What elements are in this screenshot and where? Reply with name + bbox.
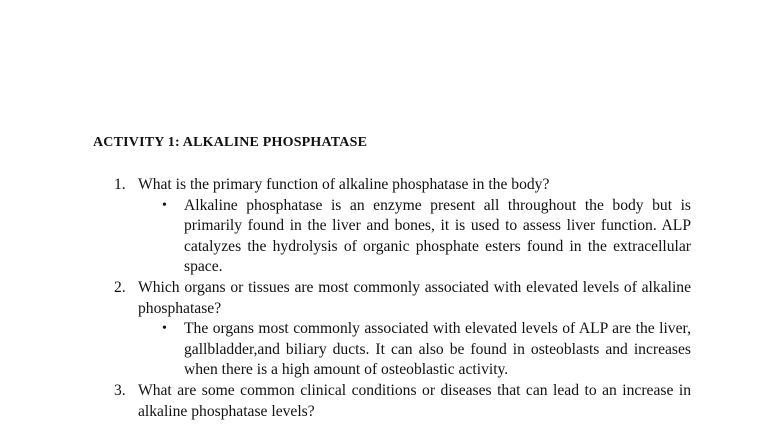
- answer-text: Alkaline phosphatase is an enzyme present all throughout the body but is primarily found in the liver and bones, it is used to assess liver function. ALP catalyzes the hydrolysis of organic phosphate esters found in the extracellular space.: [184, 196, 691, 276]
- question-number: 2.: [114, 278, 126, 296]
- question-item-3: [114, 381, 691, 422]
- question-text: Which organs or tissues are most commonly associated with elevated levels of alkaline phosphatase?: [138, 278, 691, 317]
- answer-item: [138, 196, 691, 278]
- bullet-icon: •: [162, 321, 167, 337]
- activity-heading: ACTIVITY 1: ALKALINE PHOSPHATASE: [93, 135, 368, 150]
- question-number: 1.: [114, 176, 126, 193]
- answer-list: [138, 319, 691, 381]
- question-text: What are some common clinical conditions or diseases that can lead to an increase in alkaline phosphatase levels?: [138, 381, 691, 420]
- question-list: [114, 175, 691, 422]
- answer-item: [138, 319, 691, 381]
- question-item-2: [114, 278, 691, 381]
- question-number: 3.: [114, 381, 126, 399]
- bullet-icon: •: [162, 197, 167, 213]
- answer-list: [138, 196, 691, 278]
- question-item-1: [114, 175, 691, 278]
- answer-text: The organs most commonly associated with elevated levels of ALP are the liver, gallbladder,and biliary ducts. It can also be found in osteoblasts and increases when there is a high amount of osteoblastic activity.: [184, 320, 691, 379]
- question-text: What is the primary function of alkaline phosphatase in the body?: [138, 176, 550, 193]
